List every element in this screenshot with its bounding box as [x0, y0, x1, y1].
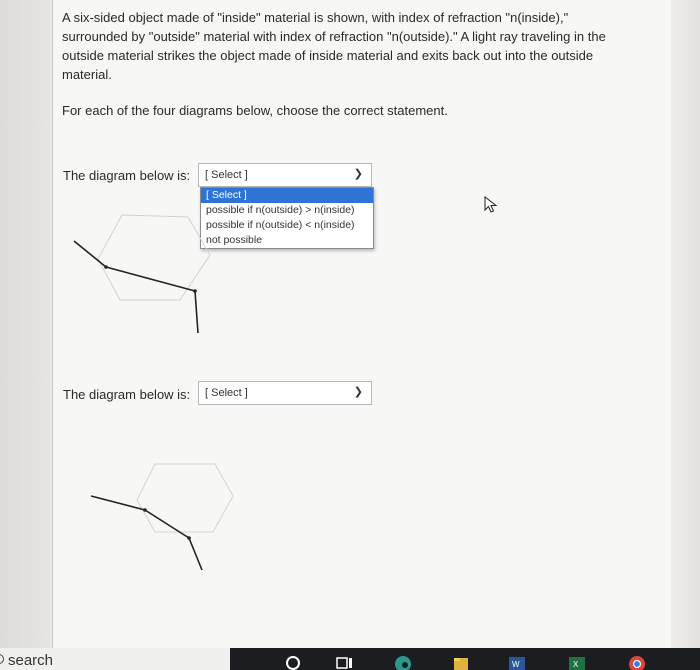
question-2-select-value: [ Select ]	[205, 387, 248, 399]
svg-text:X: X	[573, 660, 579, 669]
scrollbar-area[interactable]	[670, 0, 700, 648]
cortana-icon[interactable]	[282, 652, 304, 670]
question-instruction: For each of the four diagrams below, choose the correct statement.	[62, 103, 448, 118]
taskbar-search-text: search	[8, 652, 54, 669]
excel-icon[interactable]	[566, 652, 588, 670]
question-2-select[interactable]	[198, 381, 372, 405]
exit-ray	[195, 291, 198, 333]
word-icon[interactable]	[506, 652, 528, 670]
hexagon-object	[137, 464, 233, 532]
ray-arrow-marker	[187, 536, 191, 540]
file-explorer-icon[interactable]	[450, 652, 472, 670]
question-intro: A six-sided object made of "inside" material is shown, with index of refraction "n(inside)," surrounded by "outside" material with index of refraction "n(outside)." A light ray traveling in the outside material strikes the object made of inside material and exits back out into the outside material.	[62, 10, 606, 82]
chrome-icon[interactable]	[626, 652, 648, 670]
taskbar-search-box[interactable]	[0, 648, 230, 670]
chevron-down-icon: ❯	[353, 168, 363, 180]
refracted-ray	[106, 267, 195, 291]
taskbar	[0, 648, 700, 670]
question-2-label: The diagram below is:	[63, 387, 191, 402]
incident-ray	[91, 496, 145, 510]
question-1-select[interactable]	[198, 163, 372, 187]
ray-arrow-marker	[104, 265, 108, 269]
question-1-select-value: [ Select ]	[205, 169, 248, 181]
ray-arrow-marker	[143, 508, 147, 512]
dropdown-option-not-possible[interactable]: not possible	[206, 234, 263, 246]
question-2-diagram	[85, 462, 245, 577]
chevron-down-icon: ❯	[353, 386, 363, 398]
task-view-icon[interactable]	[334, 652, 356, 670]
mouse-pointer-icon	[484, 196, 500, 214]
left-background	[0, 0, 50, 648]
refracted-ray	[145, 510, 189, 538]
dropdown-option-outside-greater[interactable]: possible if n(outside) > n(inside)	[206, 204, 355, 216]
dropdown-option-outside-less[interactable]: possible if n(outside) < n(inside)	[206, 219, 355, 231]
hexagon-object	[98, 215, 210, 300]
exit-ray	[189, 538, 202, 570]
question-1-diagram	[60, 215, 230, 345]
svg-text:W: W	[512, 660, 520, 669]
dropdown-option-select[interactable]: [ Select ]	[201, 188, 373, 203]
question-1-label: The diagram below is:	[63, 168, 191, 183]
ray-arrow-marker	[193, 289, 197, 293]
edge-icon[interactable]	[392, 652, 414, 670]
search-icon	[0, 654, 4, 664]
